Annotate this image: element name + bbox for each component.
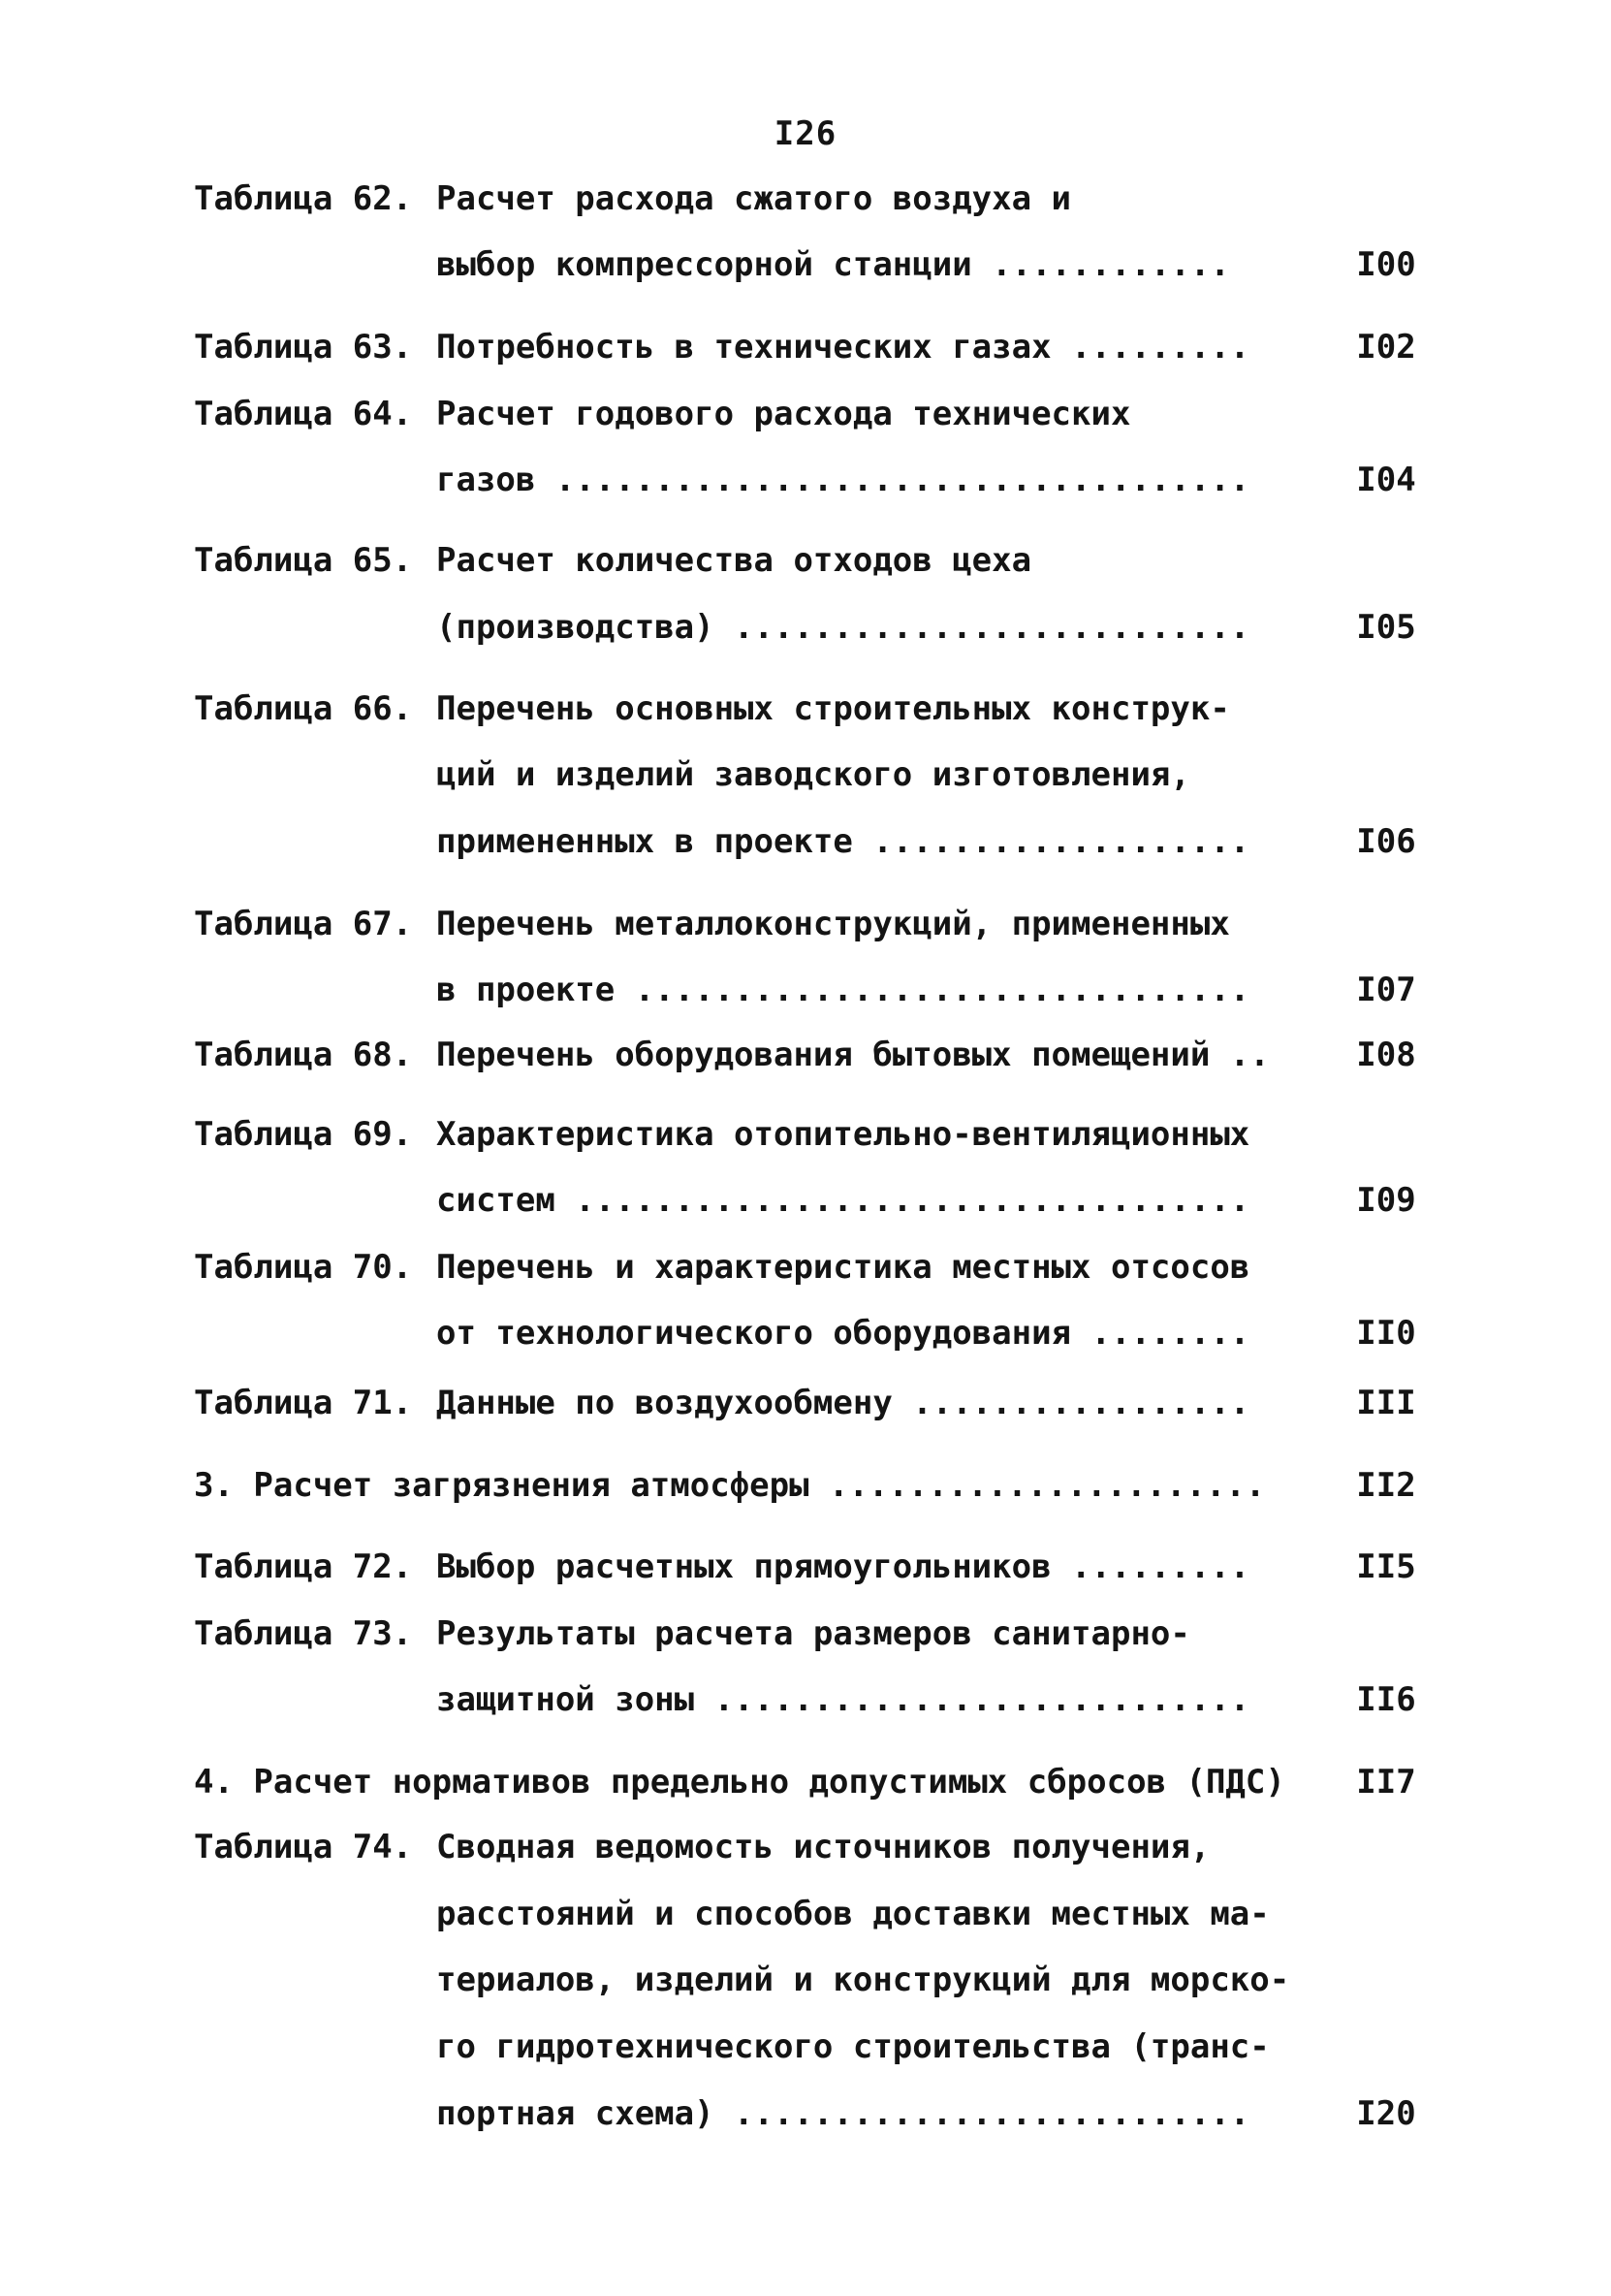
toc-entry-label: Таблица 72. <box>194 1547 413 1586</box>
toc-line <box>0 1245 1611 1290</box>
toc-entry-page: I04 <box>1356 461 1416 499</box>
toc-entry-label: Таблица 70. <box>194 1248 413 1287</box>
toc-entry-title: Характеристика отопительно-вентиляционных <box>436 1115 1250 1154</box>
toc-entry-page: II2 <box>1356 1466 1416 1505</box>
toc-line <box>0 968 1611 1012</box>
toc-entry-label: Таблица 62. <box>194 179 413 218</box>
toc-entry-title: териалов, изделий и конструкций для морско- <box>436 1961 1289 1999</box>
toc-entry-title: ций и изделий заводского изготовления, <box>436 755 1190 794</box>
toc-line <box>0 458 1611 502</box>
toc-entry-title: Выбор расчетных прямоугольников ......... <box>436 1547 1250 1586</box>
toc-entry-title: Расчет количества отходов цеха <box>436 541 1032 580</box>
toc-entry-title: Результаты расчета размеров санитарно- <box>436 1614 1190 1653</box>
toc-entry-page: I02 <box>1356 328 1416 367</box>
toc-entry-title: расстояний и способов доставки местных ма- <box>436 1895 1270 1933</box>
toc-entry-label: Таблица 73. <box>194 1614 413 1653</box>
toc-line <box>0 686 1611 731</box>
toc-entry-page: II0 <box>1356 1314 1416 1353</box>
toc-line <box>0 1892 1611 1936</box>
toc-entry-label: Таблица 66. <box>194 689 413 728</box>
toc-entry-title: (производства) .......................... <box>436 608 1250 647</box>
toc-line <box>0 1112 1611 1157</box>
toc-line <box>0 325 1611 369</box>
toc-line <box>0 1033 1611 1077</box>
toc-entry-label: Таблица 74. <box>194 1828 413 1866</box>
toc-line <box>0 752 1611 797</box>
toc-entry-page: II6 <box>1356 1680 1416 1719</box>
toc-entry-page: I20 <box>1356 2094 1416 2133</box>
page-number: I26 <box>774 114 837 153</box>
toc-entry-title: портная схема) .......................... <box>436 2094 1250 2133</box>
toc-entry-title: в проекте ............................... <box>436 971 1250 1009</box>
toc-entry-title: Потребность в технических газах ......... <box>436 328 1250 367</box>
toc-line <box>0 1311 1611 1355</box>
toc-entry-label: Таблица 63. <box>194 328 413 367</box>
toc-entry-title: Сводная ведомость источников получения, <box>436 1828 1211 1866</box>
toc-line <box>0 392 1611 436</box>
toc-entry-title: Перечень и характеристика местных отсосов <box>436 1248 1250 1287</box>
toc-entry-title: выбор компрессорной станции ............ <box>436 245 1230 284</box>
toc-entry-title: го гидротехнического строительства (транс- <box>436 2027 1270 2066</box>
toc-line <box>0 2091 1611 2136</box>
toc-entry-label: Таблица 67. <box>194 905 413 943</box>
toc-line <box>0 1178 1611 1223</box>
toc-entry-title: Расчет годового расхода технических <box>436 395 1131 433</box>
toc-entry-title: Перечень основных строительных конструк- <box>436 689 1230 728</box>
toc-line <box>0 902 1611 946</box>
toc-line <box>0 2025 1611 2069</box>
toc-entry-page: I06 <box>1356 822 1416 861</box>
toc-entry-page: I08 <box>1356 1036 1416 1074</box>
toc-line <box>0 1825 1611 1869</box>
toc-entry-title: примененных в проекте ................... <box>436 822 1250 861</box>
toc-entry-title: Перечень металлоконструкций, примененных <box>436 905 1230 943</box>
toc-line <box>0 1611 1611 1656</box>
toc-line <box>0 1381 1611 1425</box>
toc-entry-title: систем .................................. <box>436 1181 1250 1220</box>
toc-entry-page: I00 <box>1356 245 1416 284</box>
toc-line <box>0 605 1611 650</box>
toc-entry-title: защитной зоны ........................... <box>436 1680 1250 1719</box>
toc-entry-label: Таблица 69. <box>194 1115 413 1154</box>
toc-entry-label: Таблица 71. <box>194 1384 413 1422</box>
toc-entry-title: Данные по воздухообмену ................. <box>436 1384 1250 1422</box>
toc-line <box>0 1958 1611 2002</box>
toc-line <box>0 1545 1611 1589</box>
toc-line <box>0 1677 1611 1722</box>
toc-entry-title: 4. Расчет нормативов предельно допустимых сбросов (ПДС) <box>194 1763 1285 1802</box>
toc-entry-label: Таблица 68. <box>194 1036 413 1074</box>
toc-line <box>0 819 1611 864</box>
toc-entry-title: газов ................................... <box>436 461 1250 499</box>
toc-line <box>0 1760 1611 1804</box>
toc-entry-page: II5 <box>1356 1547 1416 1586</box>
toc-entry-title: Перечень оборудования бытовых помещений .. <box>436 1036 1270 1074</box>
toc-entry-page: III <box>1356 1384 1416 1422</box>
toc-entry-label: Таблица 64. <box>194 395 413 433</box>
toc-line <box>0 1463 1611 1508</box>
toc-line <box>0 538 1611 583</box>
toc-entry-title: от технологического оборудования ........ <box>436 1314 1250 1353</box>
toc-entry-page: I09 <box>1356 1181 1416 1220</box>
toc-line <box>0 176 1611 221</box>
toc-entry-title: 3. Расчет загрязнения атмосферы ...................... <box>194 1466 1266 1505</box>
toc-entry-page: II7 <box>1356 1763 1416 1802</box>
toc-entry-title: Расчет расхода сжатого воздуха и <box>436 179 1072 218</box>
toc-entry-page: I07 <box>1356 971 1416 1009</box>
toc-entry-page: I05 <box>1356 608 1416 647</box>
toc-entry-label: Таблица 65. <box>194 541 413 580</box>
toc-line <box>0 242 1611 287</box>
